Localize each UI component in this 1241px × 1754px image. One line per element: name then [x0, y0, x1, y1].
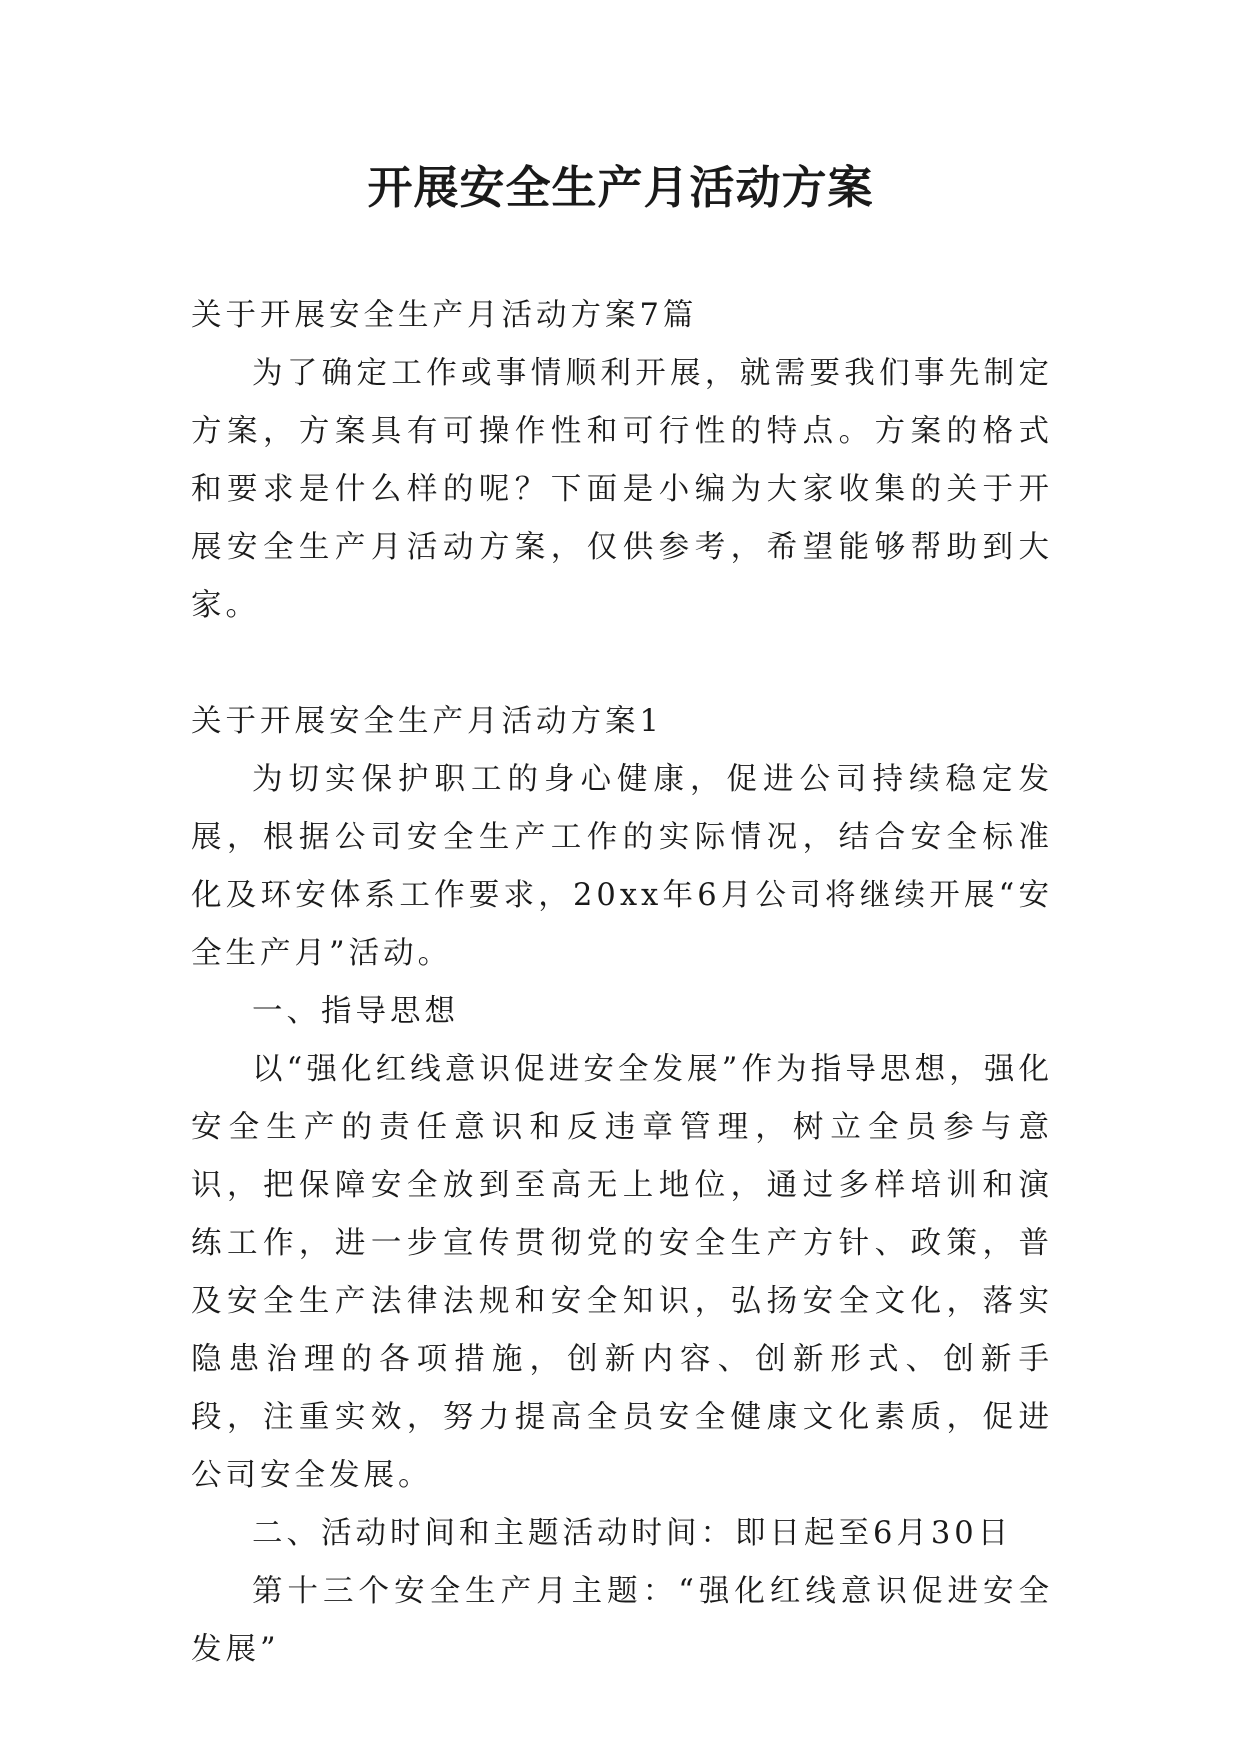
- heading-activity-time: 二、活动时间和主题活动时间：即日起至6月30日: [252, 1516, 1013, 1551]
- collection-subtitle: 关于开展安全生产月活动方案7篇: [191, 298, 698, 333]
- section-paragraph-theme: 第十三个安全生产月主题：“强化红线意识促进安全发展”: [191, 1574, 1053, 1667]
- heading-guiding-ideology: 一、指导思想: [252, 994, 459, 1029]
- section-paragraph-ideology: 以“强化红线意识促进安全发展”作为指导思想，强化安全生产的责任意识和反违章管理，树立全员参与意识，把保障安全放到至高无上地位，通过多样培训和演练工作，进一步宣传贯彻党的安全生产方针、政策，普及安全生产法律法规和安全知识，弘扬安全文化，落实隐患治理的各项措施，创新内容、创新形式、创新手段，注重实效，努力提高全员安全健康文化素质，促进公司安全发展。: [191, 1052, 1053, 1493]
- section-title: 关于开展安全生产月活动方案1: [191, 704, 663, 739]
- section-paragraph-purpose: 为切实保护职工的身心健康，促进公司持续稳定发展，根据公司安全生产工作的实际情况，结合安全标准化及环安体系工作要求，20xx年6月公司将继续开展“安全生产月”活动。: [191, 762, 1053, 971]
- document-title: 开展安全生产月活动方案: [367, 161, 874, 214]
- intro-paragraph: 为了确定工作或事情顺利开展，就需要我们事先制定方案，方案具有可操作性和可行性的特点。方案的格式和要求是什么样的呢？下面是小编为大家收集的关于开展安全生产月活动方案，仅供参考，希望能够帮助到大家。: [191, 356, 1053, 623]
- spacer: [191, 635, 1053, 693]
- document-body: [191, 287, 1053, 1679]
